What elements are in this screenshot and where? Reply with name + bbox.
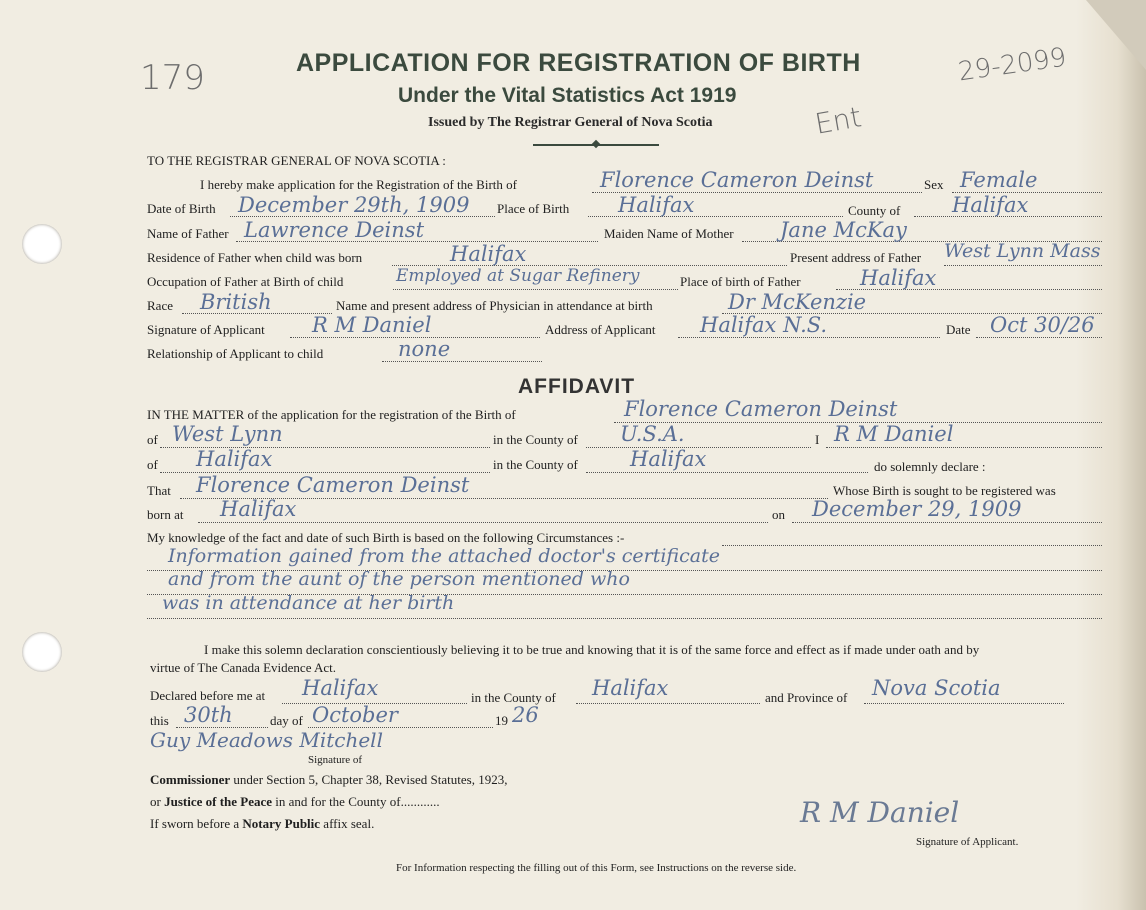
applicant-address-label: Address of Applicant [545, 322, 656, 337]
commissioner-bold: Commissioner [150, 772, 231, 787]
circumstance-line-2: and from the aunt of the person mentioned who [168, 568, 630, 590]
field-line [382, 361, 542, 362]
form-subtitle: Under the Vital Statistics Act 1919 [398, 84, 737, 107]
on-label: on [772, 507, 785, 522]
field-line [147, 618, 1102, 619]
sex-label: Sex [924, 177, 944, 192]
pob-value: Halifax [618, 193, 695, 217]
in-county-label-3: in the County of [471, 690, 556, 705]
field-line [198, 522, 768, 523]
punch-hole-bottom [22, 632, 62, 672]
this-label: this [150, 713, 169, 728]
justice-bold: Justice of the Peace [164, 794, 273, 809]
pencil-number-right: 29-2099 [956, 42, 1069, 88]
county2-value: Halifax [630, 447, 707, 471]
born-at-label: born at [147, 507, 184, 522]
day-value: 30th [184, 703, 233, 727]
of1-value: West Lynn [172, 422, 283, 446]
race-label: Race [147, 298, 173, 313]
to-registrar-line: TO THE REGISTRAR GENERAL OF NOVA SCOTIA : [147, 153, 446, 168]
circumstance-line-1: Information gained from the attached doctor's certificate [168, 545, 720, 567]
present-address-label: Present address of Father [790, 250, 922, 265]
do-declare-label: do solemnly declare : [874, 459, 986, 474]
solemn-declaration-text: I make this solemn declaration conscientiously believing it to be true and knowing that it is of the same force and effect as if made under oath and by [204, 642, 980, 657]
page-curl-shadow [1076, 0, 1146, 910]
signature-label: Signature of Applicant [147, 322, 265, 337]
circumstance-line-3: was in attendance at her birth [162, 592, 455, 614]
applicant-signature-bottom: R M Daniel [800, 796, 960, 829]
of-label-1: of [147, 432, 158, 447]
dob-label: Date of Birth [147, 201, 216, 216]
year-prefix: 19 [495, 713, 508, 728]
father-label: Name of Father [147, 226, 229, 241]
born-at-value: Halifax [220, 497, 297, 521]
solemn-declaration-text-2: virtue of The Canada Evidence Act. [150, 660, 337, 675]
form-title: APPLICATION FOR REGISTRATION OF BIRTH [296, 49, 861, 77]
born-on-value: December 29, 1909 [812, 497, 1022, 521]
month-value: October [312, 703, 398, 727]
pencil-ent-note: Ent [812, 100, 864, 141]
field-line [826, 447, 1102, 448]
commissioner-rest: under Section 5, Chapter 38, Revised Statutes, 1923, [233, 772, 508, 787]
justice-line [150, 794, 440, 810]
of2-value: Halifax [196, 447, 273, 471]
header-ornament [592, 140, 600, 148]
justice-rest: in and for the County of............ [275, 794, 440, 809]
date-label: Date [946, 322, 971, 337]
physician-value: Dr McKenzie [728, 290, 867, 314]
residence-label: Residence of Father when child was born [147, 250, 363, 265]
apply-label: I hereby make application for the Registration of the Birth of [200, 177, 517, 192]
commissioner-signature: Guy Meadows Mitchell [150, 728, 383, 752]
notary-line [150, 816, 374, 832]
that-name-value: Florence Cameron Deinst [196, 473, 470, 497]
field-line [576, 703, 760, 704]
father-birthplace-value: Halifax [860, 266, 937, 290]
father-value: Lawrence Deinst [244, 218, 425, 242]
applicant-signature-value: R M Daniel [312, 313, 432, 337]
residence-value: Halifax [450, 242, 527, 266]
folded-corner [1086, 0, 1146, 70]
field-line [393, 289, 678, 290]
that-label: That [147, 483, 171, 498]
sex-value: Female [960, 168, 1038, 192]
field-line [944, 265, 1102, 266]
child-name-value: Florence Cameron Deinst [600, 168, 874, 192]
signature-of-applicant-label: Signature of Applicant. [916, 836, 1019, 848]
applicant-address-value: Halifax N.S. [700, 313, 828, 337]
father-birthplace-label: Place of birth of Father [680, 274, 801, 289]
signature-of-label: Signature of [308, 754, 363, 766]
field-line [678, 337, 940, 338]
knowledge-label: My knowledge of the fact and date of such Birth is based on the following Circumstances :- [147, 530, 625, 545]
pob-label: Place of Birth [497, 201, 570, 216]
mother-value: Jane McKay [780, 218, 907, 242]
sworn-rest: affix seal. [323, 816, 375, 831]
affidavit-heading: AFFIDAVIT [518, 375, 636, 398]
physician-label: Name and present address of Physician in attendance at birth [336, 298, 653, 313]
i-label: I [815, 432, 820, 447]
field-line [722, 545, 1102, 546]
punch-hole-top [22, 224, 62, 264]
relationship-label: Relationship of Applicant to child [147, 346, 324, 361]
sworn-label: If sworn before a [150, 816, 240, 831]
notary-bold: Notary Public [242, 816, 321, 831]
mother-label: Maiden Name of Mother [604, 226, 734, 241]
of-label-2: of [147, 457, 158, 472]
date-value: Oct 30/26 [990, 313, 1095, 337]
present-address-value: West Lynn Mass [944, 240, 1101, 262]
year-suffix-value: 26 [512, 703, 539, 727]
in-county-label-2: in the County of [493, 457, 578, 472]
declared-at-value: Halifax [302, 676, 379, 700]
county-value: Halifax [952, 193, 1029, 217]
dob-value: December 29th, 1909 [238, 193, 470, 217]
field-line [586, 472, 868, 473]
footer-note: For Information respecting the filling out of this Form, see Instructions on the reverse side. [396, 862, 797, 874]
occupation-label: Occupation of Father at Birth of child [147, 274, 344, 289]
day-of-label: day of [270, 713, 303, 728]
county-label: County of [848, 203, 901, 218]
or-label: or [150, 794, 161, 809]
declared-county-value: Halifax [592, 676, 669, 700]
whose-birth-label: Whose Birth is sought to be registered was [833, 483, 1056, 498]
field-line [792, 522, 1102, 523]
field-line [864, 703, 1064, 704]
declarant-value: R M Daniel [834, 422, 954, 446]
pencil-number-left: 179 [140, 58, 205, 98]
commissioner-line [150, 772, 507, 788]
form-issuer: Issued by The Registrar General of Nova Scotia [428, 115, 713, 130]
occupation-value: Employed at Sugar Refinery [396, 266, 640, 286]
field-line [976, 337, 1102, 338]
province-value: Nova Scotia [872, 676, 1001, 700]
county1-value: U.S.A. [620, 422, 685, 446]
aff-child-name-value: Florence Cameron Deinst [624, 397, 898, 421]
relationship-value: none [398, 337, 451, 361]
declared-label: Declared before me at [150, 688, 266, 703]
in-county-label-1: in the County of [493, 432, 578, 447]
race-value: British [200, 290, 272, 314]
province-label: and Province of [765, 690, 848, 705]
matter-label: IN THE MATTER of the application for the registration of the Birth of [147, 407, 516, 422]
